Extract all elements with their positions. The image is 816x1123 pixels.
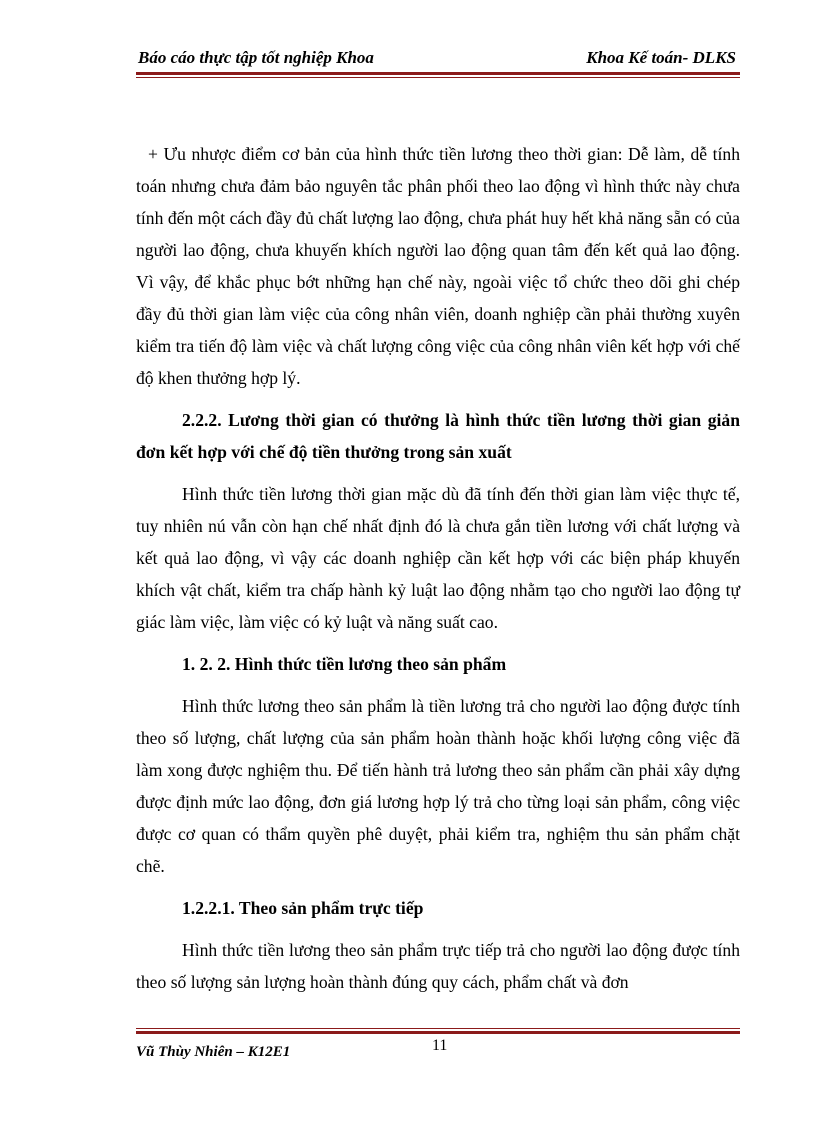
header-rule-thick — [136, 72, 740, 75]
section-heading-2-2-2: 2.2.2. Lương thời gian có thưởng là hình thức tiền lương thời gian giản đơn kết hợp với chế độ tiền thưởng trong sản xuất — [136, 410, 740, 462]
footer-rule-thick — [136, 1031, 740, 1034]
paragraph-time-wage: Hình thức tiền lương thời gian mặc dù đã tính đến thời gian làm việc thực tế, tuy nhiên nú vẫn còn hạn chế nhất định đó là chưa gắn tiền lương với chất lượng và kết quả lao động, vì vậy các doanh nghiệp cần kết hợp với các biện pháp khuyến khích vật chất, kiểm tra chấp hành kỷ luật lao động nhằm tạo cho người lao động tự giác làm việc, làm việc có kỷ luật và năng suất cao. — [136, 484, 740, 632]
footer-author: Vũ Thùy Nhiên – K12E1 — [136, 1044, 291, 1060]
page-header — [136, 48, 740, 70]
header-rule-thin — [136, 77, 740, 78]
paragraph-piece-wage: Hình thức lương theo sản phẩm là tiền lương trả cho người lao động được tính theo số lượng, chất lượng của sản phẩm hoàn thành hoặc khối lượng công việc đã làm xong được nghiệm thu. Để tiến hành trả lương theo sản phẩm cần phải xây dựng được định mức lao động, đơn giá lương hợp lý trả cho từng loại sản phẩm, công việc được cơ quan có thẩm quyền phê duyệt, phải kiểm tra, nghiệm thu sản phẩm chặt chẽ. — [136, 696, 740, 876]
header-report-title: Báo cáo thực tập tốt nghiệp Khoa — [138, 48, 374, 67]
footer-rule-thin — [136, 1028, 740, 1029]
section-heading-1-2-2: 1. 2. 2. Hình thức tiền lương theo sản phẩm — [182, 654, 507, 674]
paragraph-direct-piece-wage: Hình thức tiền lương theo sản phẩm trực tiếp trả cho người lao động được tính theo số lượng sản lượng hoàn thành đúng quy cách, phẩm chất và đơn — [136, 940, 740, 992]
header-department: Khoa Kế toán- DLKS — [586, 48, 736, 67]
section-heading-1-2-2-1: 1.2.2.1. Theo sản phẩm trực tiếp — [182, 898, 424, 918]
paragraph-pros-cons: + Ưu nhược điểm cơ bản của hình thức tiền lương theo thời gian: Dễ làm, dễ tính toán nhưng chưa đảm bảo nguyên tắc phân phối theo lao động vì hình thức này chưa tính đến một cách đầy đủ chất lượng lao động, chưa phát huy hết khả năng sẵn có của người lao động, chưa khuyến khích người lao động quan tâm đến kết quả lao động. Vì vậy, để khắc phục bớt những hạn chế này, ngoài việc tổ chức theo dõi ghi chép đầy đủ thời gian làm việc của công nhân viên, doanh nghiệp cần phải thường xuyên kiểm tra tiến độ làm việc và chất lượng công việc của công nhân viên kết hợp với chế độ khen thưởng hợp lý. — [136, 144, 740, 388]
page-number: 11 — [432, 1037, 448, 1054]
document-body — [136, 138, 740, 998]
